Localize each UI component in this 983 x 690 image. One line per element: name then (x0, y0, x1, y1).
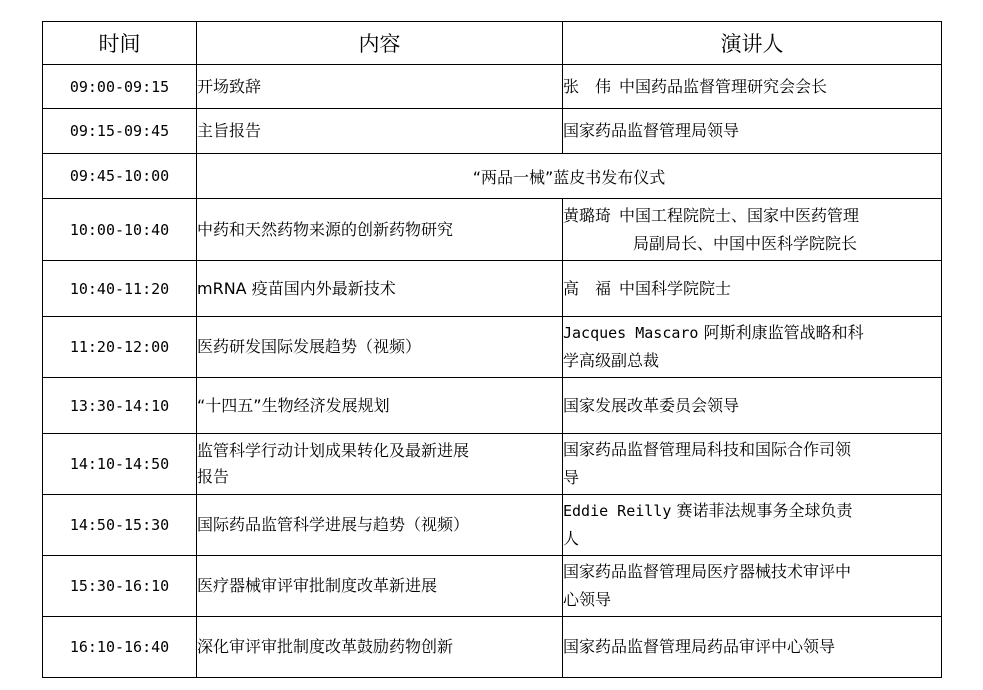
speaker-name: Jacques Mascaro (563, 324, 699, 342)
header-speaker: 演讲人 (563, 22, 942, 65)
speaker-title-line1: 中国工程院院士、国家中医药管理 (619, 205, 860, 225)
speaker-title-line2: 人 (563, 529, 580, 548)
speaker-name: 张 伟 (563, 76, 612, 96)
speaker-cell: 国家药品监督管理局领导 (563, 109, 942, 154)
content-cell: 国际药品监管科学进展与趋势（视频） (197, 495, 563, 556)
content-cell: mRNA 疫苗国内外最新技术 (197, 261, 563, 317)
time-cell: 13:30-14:10 (43, 378, 197, 434)
time-cell: 14:50-15:30 (43, 495, 197, 556)
speaker-title: 中国科学院院士 (619, 278, 732, 298)
content-cell: 开场致辞 (197, 65, 563, 109)
speaker-name: 黄璐琦 (563, 205, 612, 225)
speaker-line2: 导 (563, 468, 580, 487)
table-row (43, 617, 942, 678)
speaker-cell (563, 317, 942, 378)
content-cell: 深化审评审批制度改革鼓励药物创新 (197, 617, 563, 678)
speaker-cell (563, 556, 942, 617)
speaker-cell: 国家药品监督管理局药品审评中心领导 (563, 617, 942, 678)
time-cell: 09:15-09:45 (43, 109, 197, 154)
content-cell: 医药研发国际发展趋势（视频） (197, 317, 563, 378)
table-row (43, 154, 942, 199)
speaker-cell (563, 261, 942, 317)
table-row (43, 434, 942, 495)
time-cell: 09:45-10:00 (43, 154, 197, 199)
content-line1: 监管科学行动计划成果转化及最新进展 (197, 441, 470, 460)
table-row (43, 378, 942, 434)
speaker-title-line1: 赛诺菲法规事务全球负责 (676, 501, 853, 520)
time-cell: 10:00-10:40 (43, 199, 197, 261)
time-cell: 16:10-16:40 (43, 617, 197, 678)
table-row (43, 317, 942, 378)
speaker-cell: 国家发展改革委员会领导 (563, 378, 942, 434)
speaker-line1: 国家药品监督管理局医疗器械技术审评中 (563, 562, 852, 581)
content-cell (197, 434, 563, 495)
time-cell: 10:40-11:20 (43, 261, 197, 317)
table-row (43, 261, 942, 317)
speaker-cell (563, 65, 942, 109)
speaker-name: Eddie Reilly (563, 502, 672, 520)
speaker-cell (563, 495, 942, 556)
time-cell: 09:00-09:15 (43, 65, 197, 109)
speaker-title-line1: 阿斯利康监管战略和科 (703, 323, 864, 342)
table-row (43, 495, 942, 556)
table-row (43, 556, 942, 617)
speaker-cell (563, 434, 942, 495)
time-cell: 15:30-16:10 (43, 556, 197, 617)
speaker-title: 中国药品监督管理研究会会长 (619, 76, 828, 96)
content-cell: 主旨报告 (197, 109, 563, 154)
table-row (43, 199, 942, 261)
content-cell: “十四五”生物经济发展规划 (197, 378, 563, 434)
time-cell: 11:20-12:00 (43, 317, 197, 378)
content-cell: 医疗器械审评审批制度改革新进展 (197, 556, 563, 617)
speaker-cell (563, 199, 942, 261)
ceremony-cell: “两品一械”蓝皮书发布仪式 (197, 154, 942, 199)
speaker-line2: 心领导 (563, 590, 612, 609)
speaker-name: 高 福 (563, 278, 612, 298)
table-row (43, 65, 942, 109)
speaker-title-line2: 学高级副总裁 (563, 351, 660, 370)
content-line2: 报告 (197, 467, 230, 486)
speaker-line1: 国家药品监督管理局科技和国际合作司领 (563, 440, 852, 459)
agenda-table (42, 21, 942, 678)
header-content: 内容 (197, 22, 563, 65)
content-cell: 中药和天然药物来源的创新药物研究 (197, 199, 563, 261)
table-row (43, 109, 942, 154)
speaker-title-line2: 局副局长、中国中医科学院院长 (633, 233, 858, 253)
time-cell: 14:10-14:50 (43, 434, 197, 495)
header-row (43, 22, 942, 65)
header-time: 时间 (43, 22, 197, 65)
